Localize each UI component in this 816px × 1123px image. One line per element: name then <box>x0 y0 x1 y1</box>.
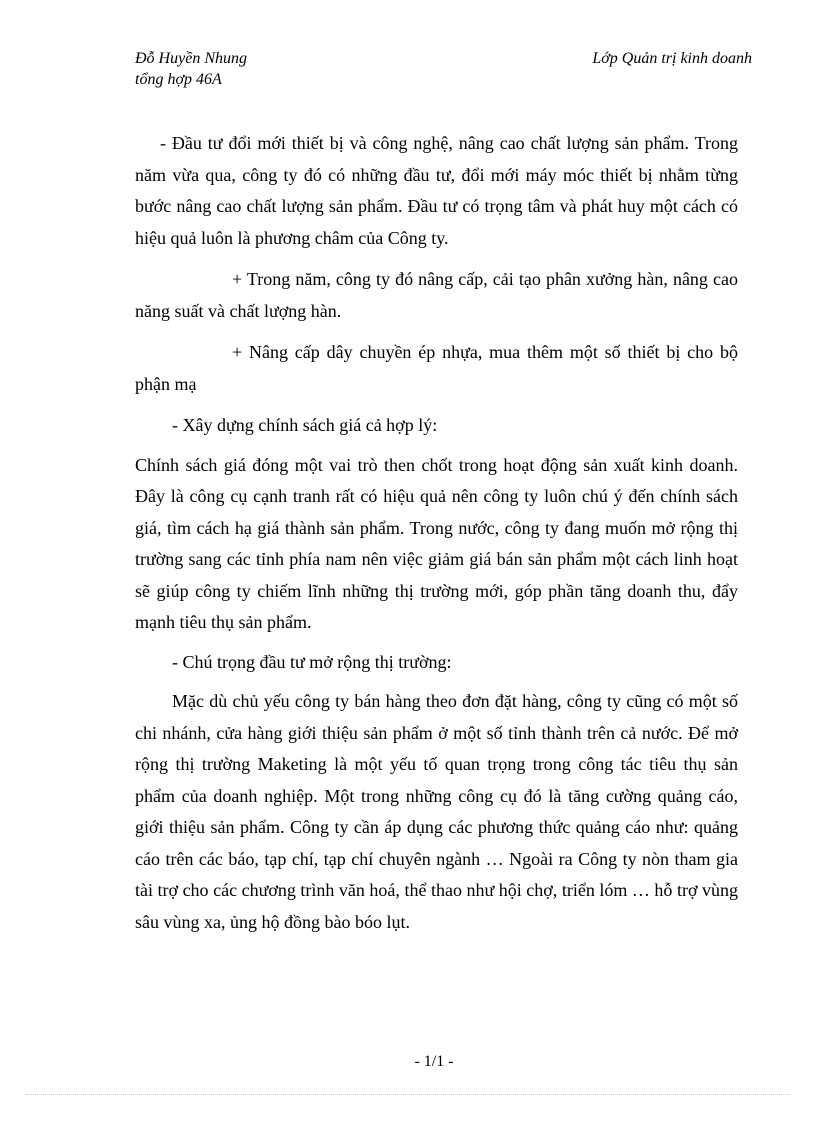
document-body <box>135 128 738 938</box>
paragraph-investment: - Đầu tư đổi mới thiết bị và công nghệ, nâng cao chất lượng sản phẩm. Trong năm vừa qua, công ty đó có những đầu tư, đổi mới máy móc thiết bị nhằm từng bước nâng cao chất lượng sản phẩm. Đầu tư có trọng tâm và phát huy một cách có hiệu quả luôn là phương châm của Công ty. <box>135 133 738 248</box>
author-name: Đỗ Huyền Nhung <box>135 50 247 67</box>
page-number: - 1/1 - <box>414 1053 454 1070</box>
paragraph-welding-upgrade: + Trong năm, công ty đó nâng cấp, cải tạo phân xưởng hàn, nâng cao năng suất và chất lượng hàn. <box>135 269 738 321</box>
heading-market-expansion: - Chú trọng đầu tư mở rộng thị trường: <box>172 651 452 672</box>
page-header-left <box>135 48 247 90</box>
heading-pricing-policy: - Xây dựng chính sách giá cả hợp lý: <box>172 415 438 435</box>
page-bottom-divider <box>26 1094 790 1095</box>
paragraph-market-expansion: Mặc dù chủ yếu công ty bán hàng theo đơn đặt hàng, công ty cũng có một số chi nhánh, cửa hàng giới thiệu sản phẩm ở một số tỉnh thành trên cả nước. Để mở rộng thị trường Maketing là một yếu tố quan trọng trong công tác tiêu thụ sản phẩm của doanh nghiệp. Một trong những công cụ đó là tăng cường quảng cáo, giới thiệu sản phẩm. Công ty cần áp dụng các phương thức quảng cáo như: quảng cáo trên các báo, tạp chí, tạp chí chuyên ngành … Ngoài ra Công ty nòn tham gia tài trợ cho các chương trình văn hoá, thể thao như hội chợ, triển lóm … hỗ trợ vùng sâu vùng xa, ủng hộ đồng bào bóo lụt. <box>135 691 738 932</box>
class-name: tổng hợp 46A <box>135 71 222 88</box>
course-name: Lớp Quản trị kinh doanh <box>592 50 752 67</box>
paragraph-pricing-policy: Chính sách giá đóng một vai trò then chốt trong hoạt động sản xuất kinh doanh. Đây là công cụ cạnh tranh rất có hiệu quả nên công ty luôn chú ý đến chính sách giá, tìm cách hạ giá thành sản phẩm. Trong nước, công ty đang muốn mở rộng thị trường sang các tỉnh phía nam nên việc giảm giá bán sản phẩm một cách linh hoạt sẽ giúp công ty chiếm lĩnh những thị trường mới, góp phần tăng doanh thu, đẩy mạnh tiêu thụ sản phẩm. <box>135 454 738 632</box>
paragraph-plastic-line: + Nâng cấp dây chuyền ép nhựa, mua thêm một số thiết bị cho bộ phận mạ <box>135 342 738 394</box>
